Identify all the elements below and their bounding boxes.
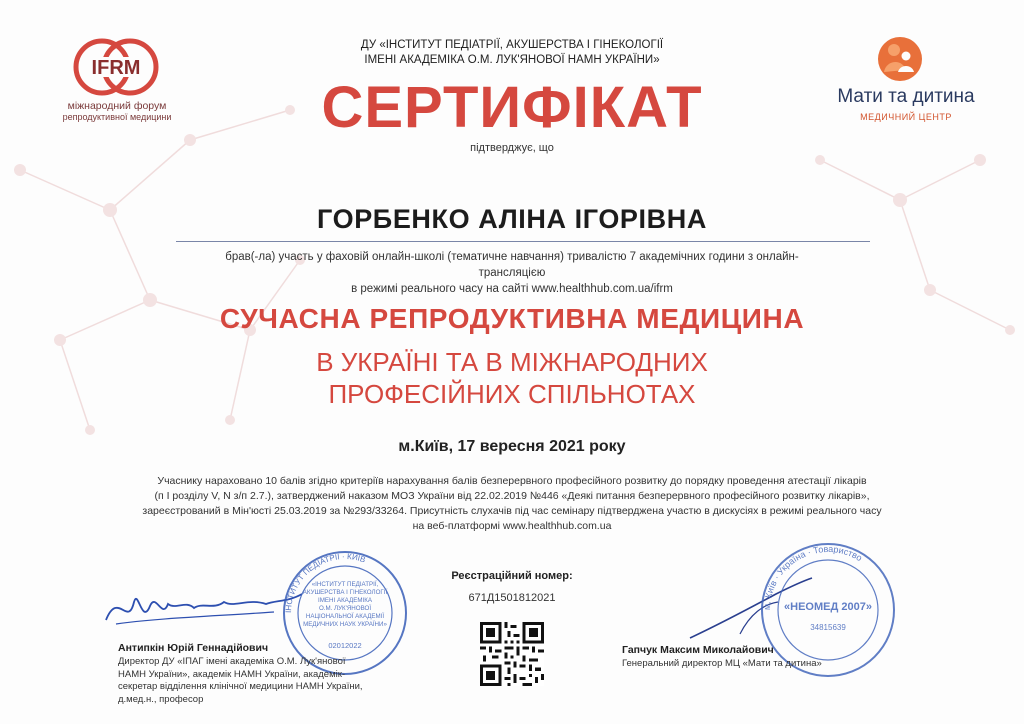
ifrm-logo-text: IFRM [91, 57, 141, 79]
left-signatory-role-line4: д.мед.н., професор [118, 693, 204, 705]
ifrm-caption-line1: міжнародний форум [67, 100, 167, 112]
right-signatory-role: Генеральний директор МЦ «Мати та дитина» [622, 658, 822, 669]
left-stamp-center-line4: О.М. ЛУК'ЯНОВОЇ [318, 605, 372, 612]
ifrm-logo-mark [68, 38, 164, 96]
left-stamp-center-line2: АКУШЕРСТВА І ГІНЕКОЛОГІЇ [302, 589, 388, 596]
left-signature [98, 580, 308, 640]
left-signatory-role-line1: Директор ДУ «ІПАГ імені академіка О.М. Лук'янової [118, 656, 346, 667]
credit-line2: (п І розділу V, N з/п 2.7.), затверджений наказом МОЗ України від 22.02.2019 №446 «Деякі питання безперервного професійного розвитку лікарів», [154, 490, 870, 502]
confirms-text: підтверджує, що [470, 142, 554, 154]
left-stamp-center-line5: НАЦІОНАЛЬНОЇ АКАДЕМІЇ [305, 613, 385, 620]
right-stamp-code: 34815639 [810, 623, 846, 632]
partner-name: Мати та дитина [837, 86, 975, 107]
left-stamp-ring-text: ІНСТИТУТ ПЕДІАТРІЇ · КИЇВ [283, 551, 367, 614]
participation-text [200, 249, 824, 297]
right-signatory-name: Гапчук Максим Миколайович [622, 644, 774, 656]
recipient-name: ГОРБЕНКО АЛІНА ІГОРІВНА [317, 204, 707, 234]
institute-line1: ДУ «ІНСТИТУТ ПЕДІАТРІЇ, АКУШЕРСТВА І ГІНЕКОЛОГІЇ [360, 39, 664, 51]
credit-text [118, 474, 906, 534]
left-signatory-role-line3: секретар відділення клінічної медицини НАМН України, [118, 681, 363, 692]
place-and-date: м.Київ, 17 вересня 2021 року [398, 438, 626, 455]
ifrm-caption-line2: репродуктивної медицини [62, 112, 172, 122]
left-stamp-code: 02012022 [328, 641, 362, 650]
left-stamp-center-line6: МЕДИЧНИХ НАУК УКРАЇНИ» [303, 621, 387, 628]
left-stamp-center-line1: «ІНСТИТУТ ПЕДІАТРІЇ, [311, 581, 379, 588]
participation-line1: брав(-ла) участь у фаховій онлайн-школі (тематичне навчання) тривалістю 7 академічних години з онлайн-трансляцією [225, 251, 799, 279]
left-stamp-center-line3: ІМЕНІ АКАДЕМІКА [318, 597, 372, 604]
course-subtitle-line1: В УКРАЇНІ ТА В МІЖНАРОДНИХ [316, 347, 708, 377]
registration-label: Реєстраційний номер: [451, 570, 573, 582]
qr-code[interactable] [480, 622, 544, 686]
certificate-title: СЕРТИФІКАТ [321, 75, 703, 140]
left-signatory-name: Антипкін Юрій Геннадійович [118, 642, 269, 654]
institute-name [300, 38, 724, 68]
ifrm-logo [52, 38, 172, 126]
credit-line4: на веб-платформі www.healthhub.com.ua [412, 520, 612, 532]
registration-number: 671Д1501812021 [468, 592, 556, 604]
course-subtitle [150, 346, 874, 410]
institute-line2: ІМЕНІ АКАДЕМІКА О.М. ЛУК'ЯНОВОЇ НАМН УКРАЇНИ» [364, 54, 660, 66]
credit-line1: Учаснику нараховано 10 балів згідно критеріїв нарахування балів безперервного професійного розвитку до порядку проведення атестації лікарів [157, 475, 867, 487]
partner-subtitle: МЕДИЧНИЙ ЦЕНТР [860, 112, 952, 122]
participation-line2: в режимі реального часу на сайті www.healthhub.com.ua/ifrm [351, 283, 673, 295]
right-stamp-ring-text: м. Київ · Україна · Товариство [761, 543, 864, 611]
credit-line3: зареєстрований в Мін'юсті 25.03.2019 за №293/33264. Присутність слухачів під час семінару підтверджена участю в дискусіях в режимі реального часу [142, 505, 882, 517]
recipient-underline [176, 241, 870, 242]
left-signatory-role-line2: НАМН України», академік НАМН України, академік- [118, 668, 346, 680]
partner-logo [816, 34, 996, 130]
course-subtitle-line2: ПРОФЕСІЙНИХ СПІЛЬНОТАХ [328, 379, 696, 409]
right-stamp-center-text: «НЕОМЕД 2007» [784, 601, 872, 613]
mother-child-icon [872, 34, 928, 84]
course-title: СУЧАСНА РЕПРОДУКТИВНА МЕДИЦИНА [219, 303, 805, 334]
left-signatory-role [118, 656, 418, 706]
